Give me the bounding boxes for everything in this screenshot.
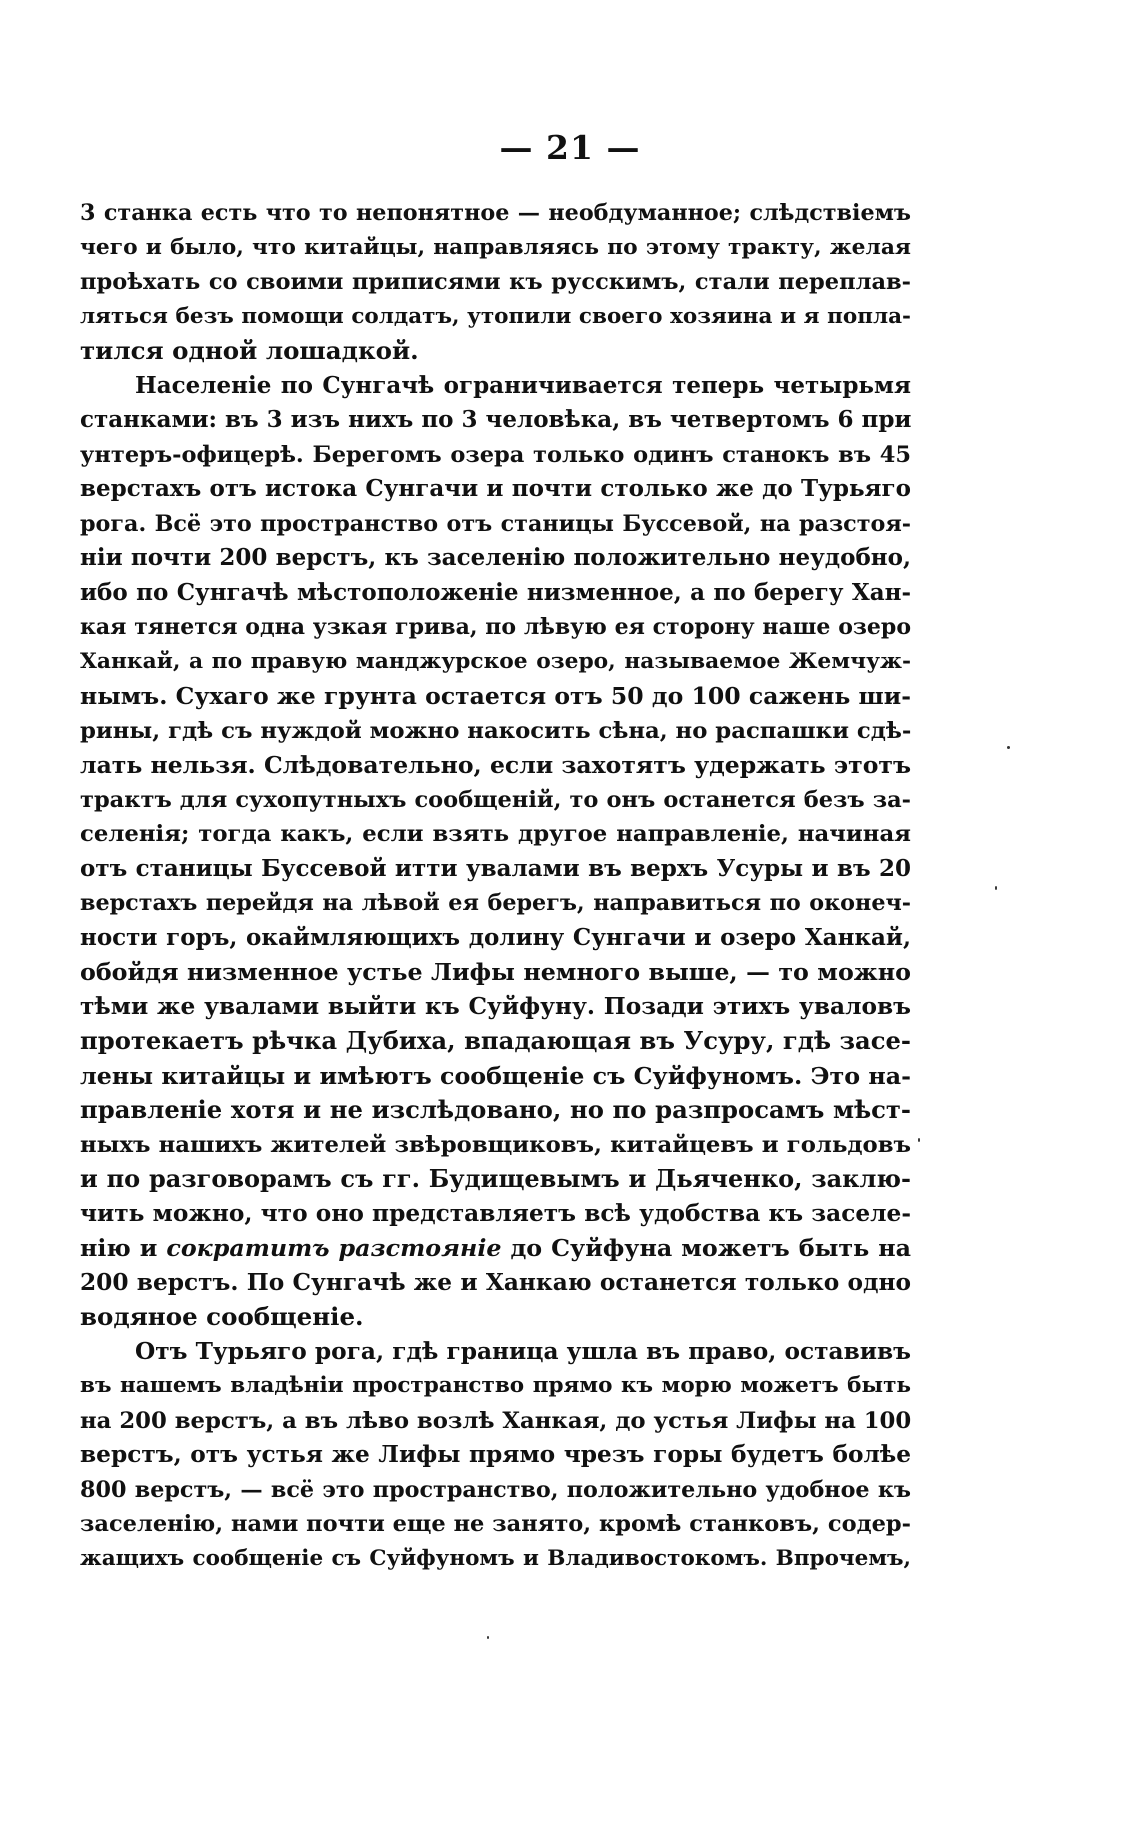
text-line: селенія; тогда какъ, если взять другое направленіе, начиная bbox=[80, 821, 911, 847]
text-line: ибо по Сунгачѣ мѣстоположеніе низменное, а по берегу Хан- bbox=[80, 578, 911, 606]
text-line: верстъ, отъ устья же Лифы прямо чрезъ горы будетъ болѣе bbox=[80, 1441, 911, 1468]
text-line: лать нельзя. Слѣдовательно, если захотятъ удержать этотъ bbox=[80, 751, 911, 779]
text-line: правленіе хотя и не изслѣдовано, но по разпросамъ мѣст- bbox=[80, 1095, 911, 1124]
text-line: верстахъ перейдя на лѣвой ея берегъ, направиться по оконеч- bbox=[80, 890, 911, 916]
text-line: обойдя низменное устье Лифы немного выше, — то можно bbox=[80, 958, 911, 986]
text-line: лены китайцы и имѣютъ сообщеніе съ Суйфуномъ. Это на- bbox=[80, 1061, 911, 1090]
scan-speck bbox=[995, 886, 997, 890]
text-line: заселенію, нами почти еще не занято, кромѣ станковъ, содер- bbox=[80, 1511, 911, 1537]
text-line: отъ станицы Буссевой итти увалами въ верхъ Усуры и въ 20 bbox=[80, 854, 911, 882]
text-fragment: до Суйфуна можетъ быть на bbox=[501, 1234, 911, 1262]
text-line: верстахъ отъ истока Сунгачи и почти столько же до Турьяго bbox=[80, 475, 911, 502]
text-line: трактъ для сухопутныхъ сообщеній, то онъ останется безъ за- bbox=[80, 786, 911, 813]
text-line: водяное сообщеніе. bbox=[80, 1302, 364, 1331]
text-fragment: нію и bbox=[80, 1234, 167, 1262]
text-line: рины, гдѣ съ нуждой можно накосить сѣна, но распашки сдѣ- bbox=[80, 717, 911, 744]
text-line: въ нашемъ владѣніи пространство прямо къ морю можетъ быть bbox=[80, 1373, 911, 1398]
text-line: Ханкай, а по правую манджурское озеро, называемое Жемчуж- bbox=[80, 648, 911, 674]
text-line: ляться безъ помощи солдатъ, утопили своего хозяина и я попла- bbox=[80, 303, 911, 329]
text-line: станками: въ 3 изъ нихъ по 3 человѣка, въ четвертомъ 6 при bbox=[80, 406, 911, 433]
text-line: Отъ Турьяго рога, гдѣ граница ушла въ право, оставивъ bbox=[135, 1337, 911, 1365]
body-text bbox=[80, 196, 911, 1576]
text-line: и по разговорамъ съ гг. Будищевымъ и Дьяченко, заклю- bbox=[80, 1164, 911, 1193]
text-line: жащихъ сообщеніе съ Суйфуномъ и Владивостокомъ. Впрочемъ, bbox=[80, 1545, 911, 1571]
text-line: 200 верстъ. По Сунгачѣ же и Ханкаю останется только одно bbox=[80, 1268, 911, 1296]
text-line: ніи почти 200 верстъ, къ заселенію положительно неудобно, bbox=[80, 544, 911, 571]
text-line: унтеръ-офицерѣ. Берегомъ озера только одинъ станокъ въ 45 bbox=[80, 441, 911, 468]
scan-speck bbox=[1007, 746, 1010, 749]
scan-speck bbox=[487, 1636, 489, 1639]
text-line: ности горъ, окаймляющихъ долину Сунгачи и озеро Ханкай, bbox=[80, 923, 911, 951]
text-line: чить можно, что оно представляетъ всѣ удобства къ заселе- bbox=[80, 1199, 911, 1227]
text-line: рога. Всё это пространство отъ станицы Буссевой, на разстоя- bbox=[80, 510, 911, 537]
text-line: 800 верстъ, — всё это пространство, положительно удобное къ bbox=[80, 1476, 911, 1503]
text-line: проѣхать со своими приписями къ русскимъ, стали переплав- bbox=[80, 269, 911, 295]
text-line: ныхъ нашихъ жителей звѣровщиковъ, китайцевъ и гольдовъ bbox=[80, 1131, 911, 1158]
italic-phrase: сократитъ разстояніе bbox=[166, 1234, 502, 1262]
text-line: 3 станка есть что то непонятное — необдуманное; слѣдствіемъ bbox=[80, 200, 911, 226]
text-line: Населеніе по Сунгачѣ ограничивается теперь четырьмя bbox=[135, 371, 911, 399]
text-line: кая тянется одна узкая грива, по лѣвую ея сторону наше озеро bbox=[80, 614, 911, 640]
text-line: тился одной лошадкой. bbox=[80, 336, 419, 365]
text-line: на 200 верстъ, а въ лѣво возлѣ Ханкая, до устья Лифы на 100 bbox=[80, 1407, 911, 1434]
text-line-with-italic bbox=[80, 1231, 911, 1266]
text-line: нымъ. Сухаго же грунта остается отъ 50 до 100 сажень ши- bbox=[80, 682, 911, 710]
scan-speck bbox=[918, 1138, 920, 1142]
text-line: чего и было, что китайцы, направляясь по этому тракту, желая bbox=[80, 234, 911, 260]
text-line: протекаетъ рѣчка Дубиха, впадающая въ Усуру, гдѣ засе- bbox=[80, 1026, 911, 1055]
text-line: тѣми же увалами выйти къ Суйфуну. Позади этихъ уваловъ bbox=[80, 992, 911, 1020]
page-number: — 21 — bbox=[499, 128, 641, 167]
